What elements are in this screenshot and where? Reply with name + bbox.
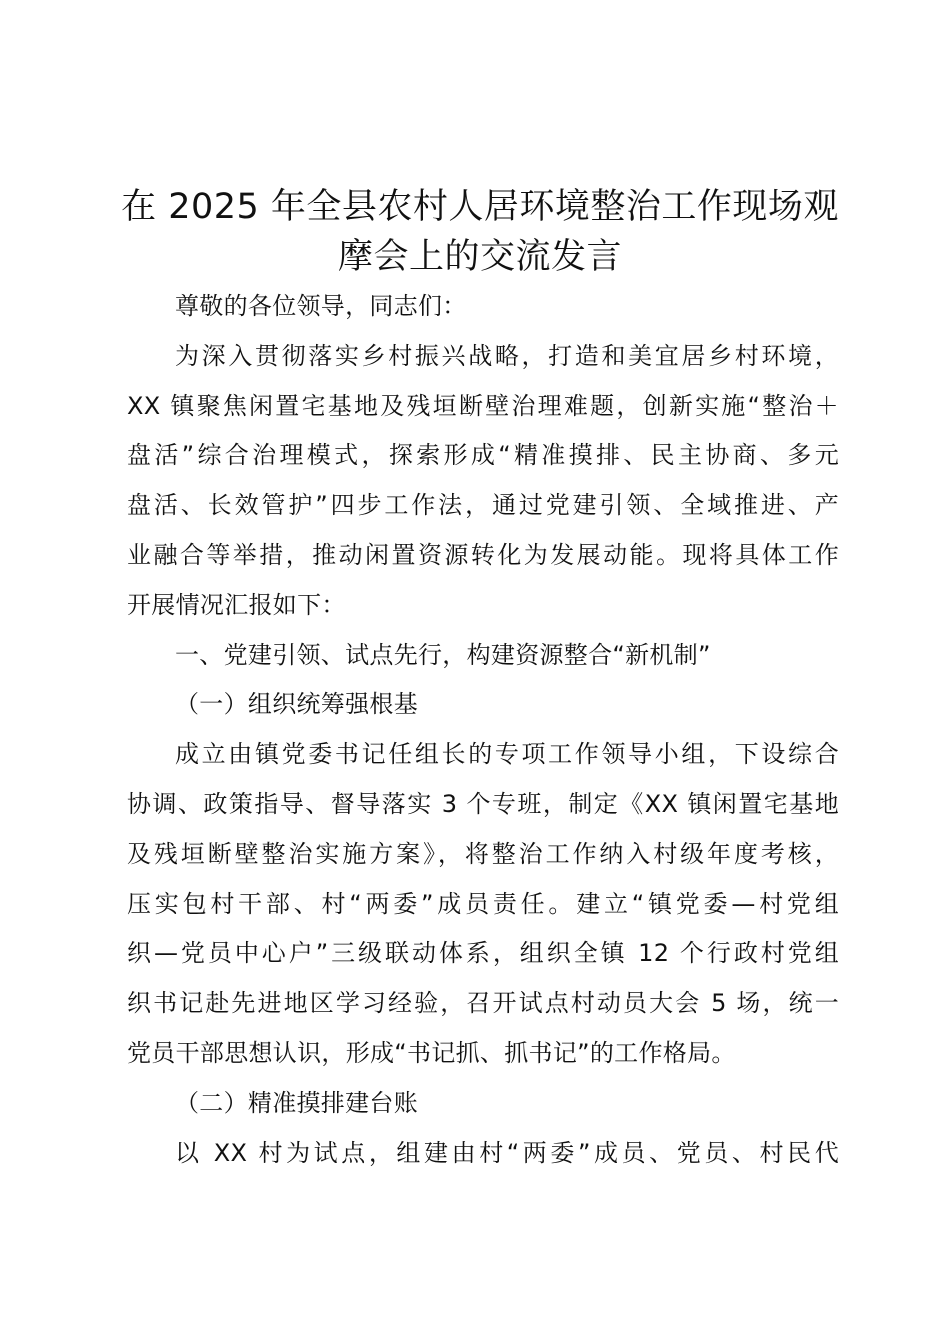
paragraph-line: 成立由镇党委书记任组长的专项工作领导小组，下设综合 (175, 740, 839, 769)
paragraph-line: 盘活、长效管护”四步工作法，通过党建引领、全域推进、产 (127, 491, 840, 520)
document-body (127, 282, 839, 1178)
section-heading: 一、党建引领、试点先行，构建资源整合“新机制” (175, 640, 711, 669)
subsection-paragraph (127, 730, 839, 1079)
paragraph-line: 压实包村干部、村“两委”成员责任。建立“镇党委—村党组 (127, 889, 839, 918)
paragraph-line: 开展情况汇报如下： (127, 590, 346, 619)
paragraph-line: 以 XX 村为试点，组建由村“两委”成员、党员、村民代 (175, 1138, 839, 1167)
paragraph-line: 党员干部思想认识，形成“书记抓、抓书记”的工作格局。 (127, 1038, 736, 1067)
salutation: 尊敬的各位领导，同志们： (175, 292, 467, 320)
paragraph-line: 织—党员中心户”三级联动体系，组织全镇 12 个行政村党组 (127, 939, 839, 968)
paragraph-line: 业融合等举措，推动闲置资源转化为发展动能。现将具体工作 (127, 540, 839, 569)
paragraph-line: 及残垣断壁整治实施方案》，将整治工作纳入村级年度考核， (127, 839, 839, 868)
paragraph-line: 织书记赴先进地区学习经验，召开试点村动员大会 5 场，统一 (127, 989, 839, 1018)
paragraph-line: 协调、政策指导、督导落实 3 个专班，制定《XX 镇闲置宅基地 (127, 789, 839, 818)
paragraph-line: XX 镇聚焦闲置宅基地及残垣断壁治理难题，创新实施“整治＋ (127, 391, 839, 420)
subsection-paragraph (127, 1129, 839, 1179)
intro-paragraph (127, 332, 839, 631)
paragraph-line: 盘活”综合治理模式，探索形成“精准摸排、民主协商、多元 (127, 441, 839, 470)
title-line: 在 2025 年全县农村人居环境整治工作现场观 (121, 187, 839, 227)
title-line: 摩会上的交流发言 (337, 237, 622, 277)
document-title (120, 182, 840, 282)
paragraph-line: 为深入贯彻落实乡村振兴战略，打造和美宜居乡村环境， (175, 341, 839, 370)
subsection-heading: （二）精准摸排建台账 (175, 1088, 418, 1117)
subsection-heading: （一）组织统筹强根基 (175, 690, 418, 719)
